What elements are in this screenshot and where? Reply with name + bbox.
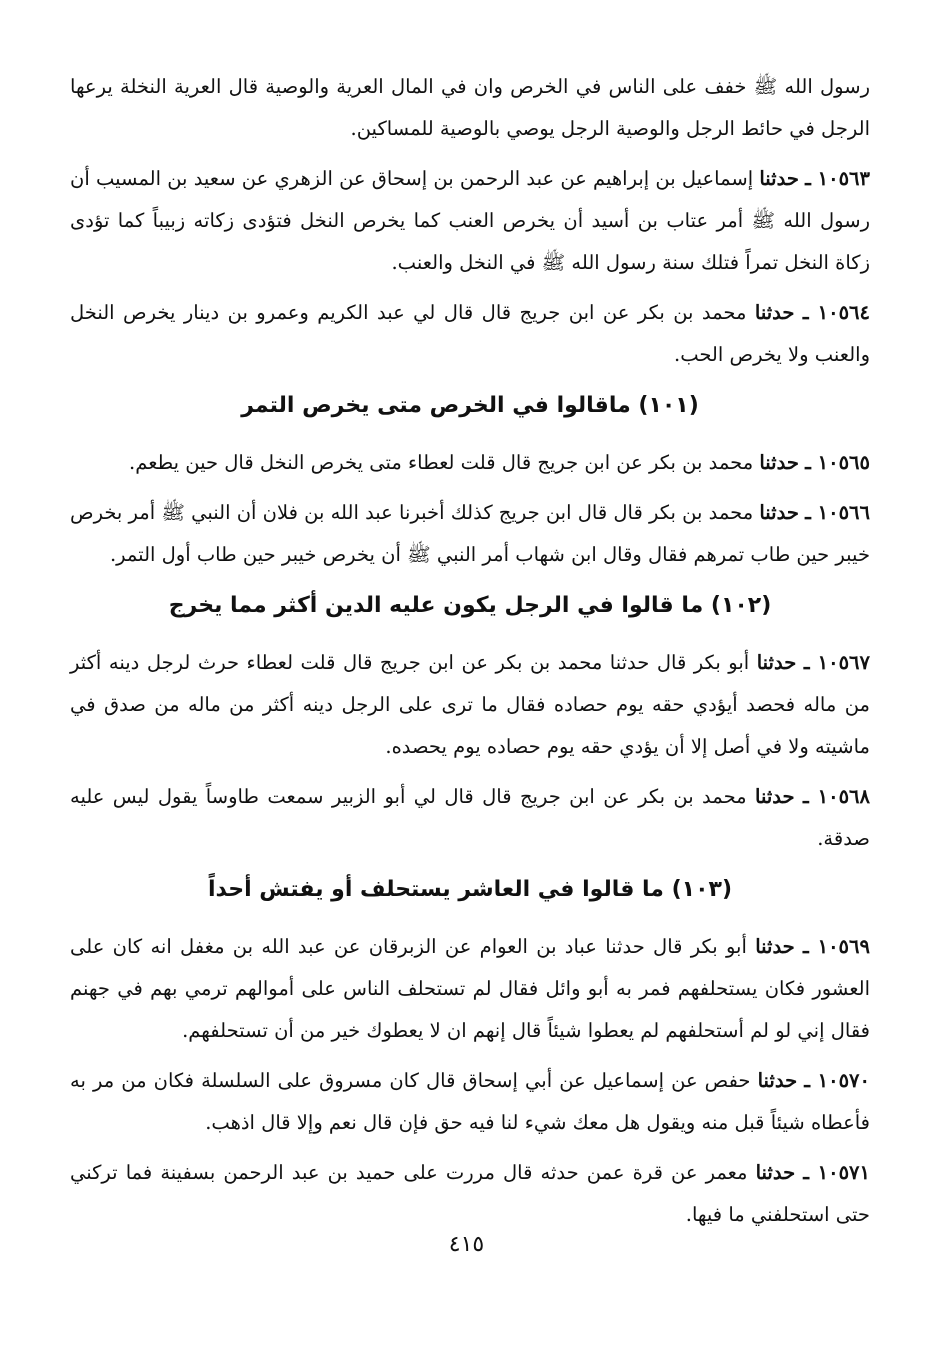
hadith-paragraph	[70, 642, 870, 768]
hadith-paragraph	[70, 926, 870, 1052]
narration-lead: حدثنا	[759, 501, 799, 524]
hadith-text: أبو بكر قال حدثنا عباد بن العوام عن الزبرقان عن عبد الله بن مغفل انه كان على العشور فكان يستحلفهم فمر به أبو وائل فقال لم تستحلف الناس على أموالهم ترمي بهم في جهنم فقال إني لو لم أستحلفهم لم يعطوا شيئاً قال إنهم ان لا يعطوك خير من أن تستحلفهم.	[70, 935, 870, 1042]
hadith-number: ١٠٥٦٥ ـ	[805, 451, 870, 474]
hadith-paragraph	[70, 1060, 870, 1144]
hadith-number: ١٠٥٦٣ ـ	[805, 167, 870, 190]
hadith-paragraph	[70, 492, 870, 576]
hadith-number: ١٠٥٧٠ ـ	[804, 1069, 870, 1092]
page-number: ٤١٥	[448, 1232, 485, 1257]
hadith-text: رسول الله ﷺ خفف على الناس في الخرص وان في المال العرية والوصية قال العرية النخلة يرعها الرجل في حائط الرجل والوصية الرجل يوصي بالوصية للمساكين.	[70, 75, 870, 140]
hadith-text: معمر عن قرة عمن حدثه قال مررت على حميد بن عبد الرحمن بسفينة فما تركني حتى استحلفني ما فيها.	[70, 1161, 870, 1226]
narration-lead: حدثنا	[759, 451, 799, 474]
hadith-paragraph	[70, 1152, 870, 1236]
narration-lead: حدثنا	[755, 785, 795, 808]
hadith-number: ١٠٥٧١ ـ	[803, 1161, 870, 1184]
hadith-paragraph	[70, 66, 870, 150]
hadith-text: إسماعيل بن إبراهيم عن عبد الرحمن بن إسحاق عن الزهري عن سعيد بن المسيب أن رسول الله ﷺ أمر عتاب بن أسيد أن يخرص العنب كما يخرص النخل فتؤدى زكاته زبيباً كما تؤدى زكاة النخل تمراً فتلك سنة رسول الله ﷺ في النخل والعنب.	[70, 167, 870, 274]
hadith-number: ١٠٥٦٦ ـ	[805, 501, 870, 524]
chapter-heading: (١٠٣) ما قالوا في العاشر يستحلف أو يفتش أحداً	[208, 877, 732, 902]
chapter-heading: (١٠٢) ما قالوا في الرجل يكون عليه الدين أكثر مما يخرج	[168, 593, 772, 618]
hadith-text: حفص عن إسماعيل عن أبي إسحاق قال كان مسروق على السلسلة فكان من مر به فأعطاه شيئاً قبل منه ويقول هل معك شيء لنا فيه حق فإن قال نعم وإلا قال اذهب.	[70, 1069, 870, 1134]
hadith-text: أبو بكر قال حدثنا محمد بن بكر عن ابن جريج قال قلت لعطاء حرث لرجل دينه أكثر من ماله فحصد أيؤدي حقه يوم حصاده فقال ما ترى على الرجل دينه أكثر من ماله من صدق في ماشيته ولا في أصل إلا أن يؤدي حقه يوم حصاده يوم يحصده.	[70, 651, 870, 758]
narration-lead: حدثنا	[755, 935, 795, 958]
hadith-paragraph	[70, 292, 870, 376]
hadith-number: ١٠٥٦٩ ـ	[803, 935, 870, 958]
hadith-paragraph	[70, 776, 870, 860]
hadith-text: محمد بن بكر قال قال ابن جريج كذلك أخبرنا عبد الله بن فلان أن النبي ﷺ أمر بخرص خيبر حين طاب تمرهم فقال وقال ابن شهاب أمر النبي ﷺ أن يخرص خيبر حين طاب أول التمر.	[70, 501, 870, 566]
hadith-text: محمد بن بكر عن ابن جريج قال قال لي عبد الكريم وعمرو بن دينار يخرص النخل والعنب ولا يخرص الحب.	[70, 301, 870, 366]
narration-lead: حدثنا	[754, 301, 795, 324]
hadith-number: ١٠٥٦٤ ـ	[802, 301, 870, 324]
hadith-text: محمد بن بكر عن ابن جريج قال قلت لعطاء متى يخرص النخل قال حين يطعم.	[129, 451, 754, 474]
hadith-paragraph	[70, 158, 870, 284]
narration-lead: حدثنا	[759, 167, 799, 190]
narration-lead: حدثنا	[755, 1161, 796, 1184]
hadith-text: محمد بن بكر عن ابن جريج قال قال لي أبو الزبير سمعت طاوساً يقول ليس عليه صدقة.	[70, 785, 870, 850]
page-text	[70, 66, 870, 1244]
chapter-heading: (١٠١) ماقالوا في الخرص متى يخرص التمر	[241, 393, 699, 418]
hadith-paragraph	[70, 442, 870, 484]
narration-lead: حدثنا	[757, 1069, 798, 1092]
hadith-number: ١٠٥٦٧ ـ	[803, 651, 871, 674]
narration-lead: حدثنا	[756, 651, 797, 674]
hadith-number: ١٠٥٦٨ ـ	[802, 785, 870, 808]
